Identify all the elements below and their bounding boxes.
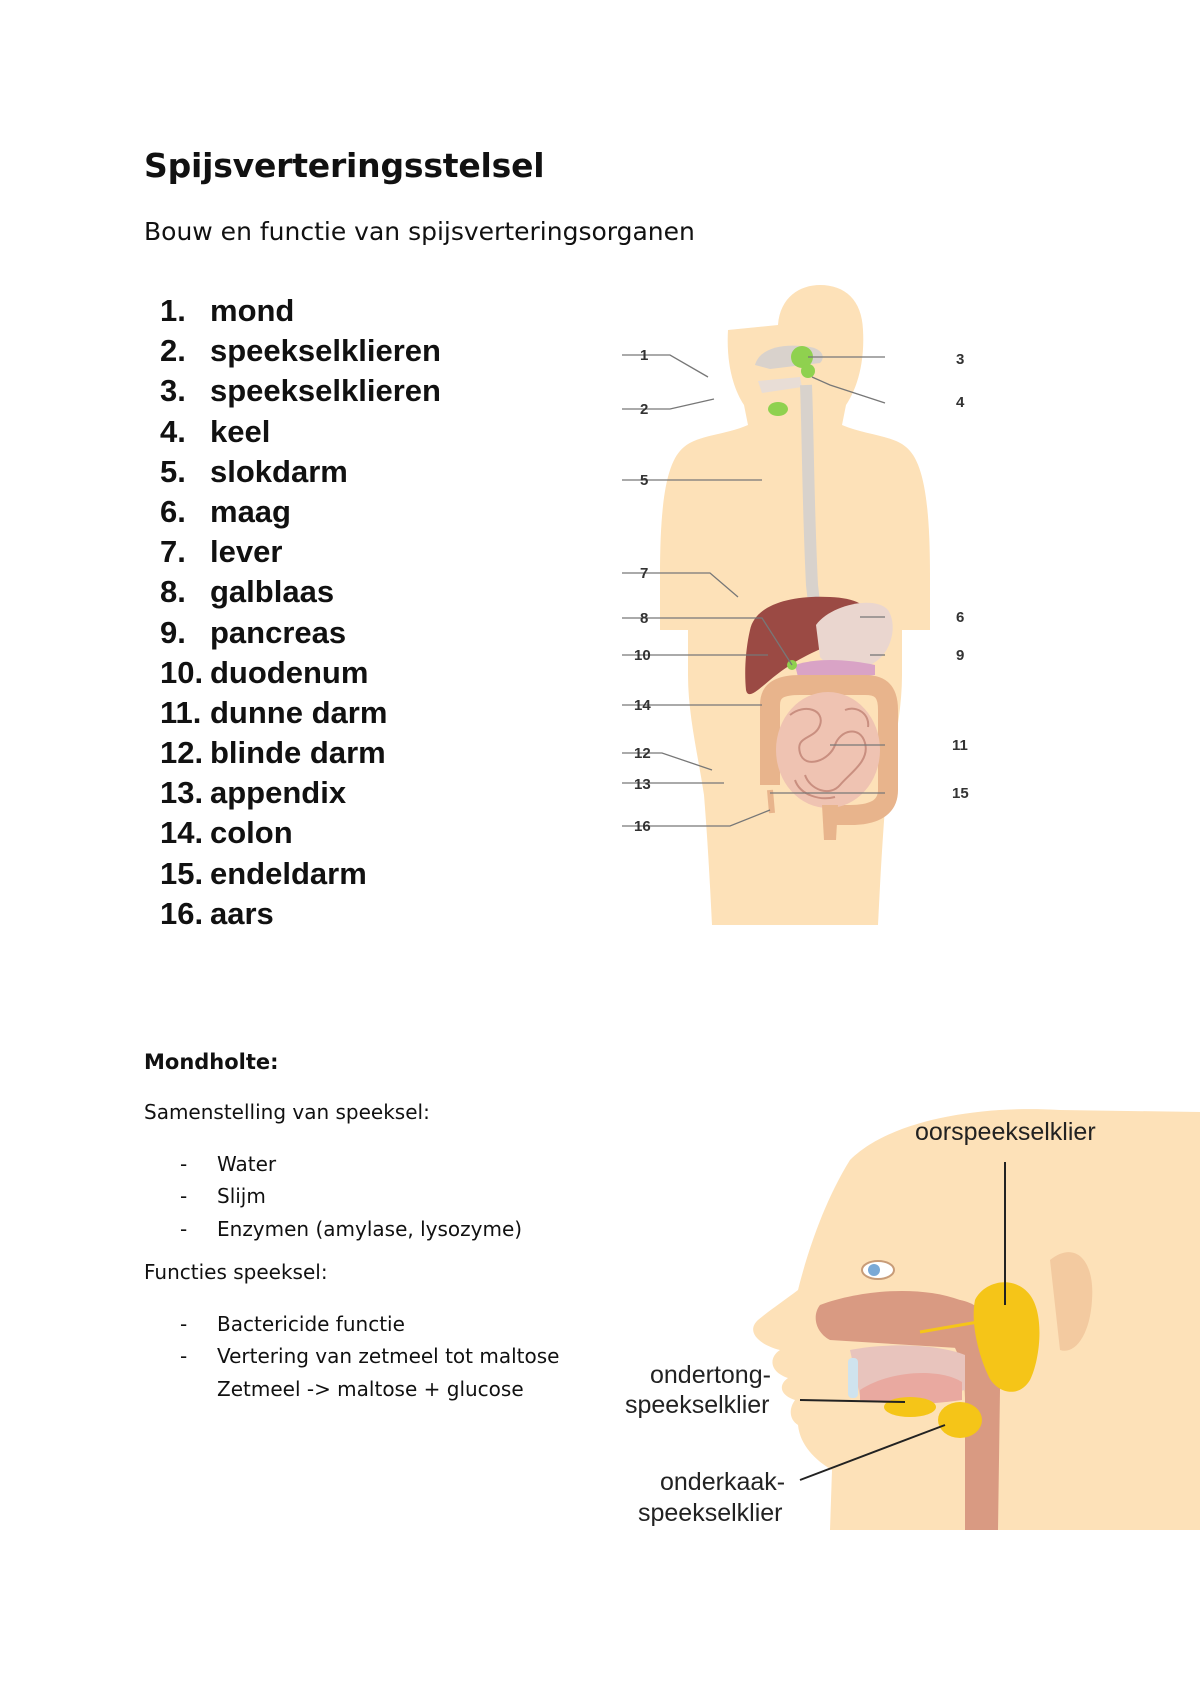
iris <box>868 1264 880 1276</box>
diagram-label: 5 <box>640 472 649 489</box>
section-heading-mondholte: Mondholte: <box>144 1050 279 1074</box>
list-item: 12. blinde darm <box>160 735 386 771</box>
functies-list <box>180 1308 559 1405</box>
digestive-diagram-labels <box>634 285 980 885</box>
label-onderkaak-1: onderkaak- <box>660 1468 786 1496</box>
diagram-label: 2 <box>640 401 649 418</box>
list-item: 5. slokdarm <box>160 453 348 489</box>
diagram-label: 1 <box>640 347 649 364</box>
diagram-label: 16 <box>634 818 651 835</box>
list-item: 10. duodenum <box>160 654 369 690</box>
list-item: 8. galblaas <box>160 574 335 610</box>
label-oorspeekselklier: oorspeekselklier <box>915 1118 1096 1146</box>
list-item: - Enzymen (amylase, lysozyme) <box>180 1216 523 1241</box>
diagram-label: 9 <box>956 647 965 664</box>
list-item: - Bactericide functie <box>180 1312 405 1336</box>
list-item: 9. pancreas <box>160 614 347 650</box>
list-item: 2. speekselklieren <box>160 333 441 369</box>
list-item: 13. appendix <box>160 775 347 811</box>
list-item: - Vertering van zetmeel tot maltose <box>180 1344 560 1369</box>
list-item: 15. endeldarm <box>160 855 367 891</box>
page-subtitle: Bouw en functie van spijsverteringsorganen <box>144 217 695 246</box>
salivary-glands-diagram <box>620 1100 1200 1540</box>
diagram-label: 10 <box>634 647 651 664</box>
diagram-label: 7 <box>640 565 649 582</box>
list-item: 3. speekselklieren <box>160 373 441 409</box>
diagram-label: 13 <box>634 776 651 793</box>
page-title: Spijsverteringsstelsel <box>144 146 545 185</box>
diagram-label: 14 <box>634 697 651 714</box>
label-ondertong-2: speekselklier <box>625 1391 770 1419</box>
diagram-label: 8 <box>640 610 649 627</box>
list-item: 4. keel <box>160 413 271 449</box>
submandibular-gland <box>938 1402 982 1438</box>
teeth <box>848 1358 858 1398</box>
label-onderkaak-2: speekselklier <box>638 1499 783 1527</box>
list-item: 16. aars <box>160 895 274 931</box>
sublingual-gland <box>884 1397 936 1417</box>
label-ondertong-1: ondertong- <box>650 1361 771 1389</box>
list-item: 7. lever <box>160 534 283 570</box>
list-item: 14. colon <box>160 815 293 851</box>
functies-heading: Functies speeksel: <box>144 1260 328 1284</box>
list-item: 11. dunne darm <box>160 694 388 730</box>
list-item: 6. maag <box>160 493 291 529</box>
list-item: - Slijm <box>180 1184 266 1209</box>
diagram-label: 4 <box>956 394 965 411</box>
list-item-continuation: Zetmeel -> maltose + glucose <box>217 1376 524 1401</box>
organ-list <box>160 291 441 934</box>
diagram-label: 12 <box>634 745 651 762</box>
list-item: - Water <box>180 1152 277 1176</box>
diagram-label: 6 <box>956 609 965 626</box>
speeksel-list <box>180 1148 522 1245</box>
diagram-label: 11 <box>952 737 968 754</box>
diagram-label: 15 <box>952 785 969 802</box>
diagram-label: 3 <box>956 351 965 368</box>
list-item: 1. mond <box>160 293 295 328</box>
speeksel-heading: Samenstelling van speeksel: <box>144 1100 430 1124</box>
